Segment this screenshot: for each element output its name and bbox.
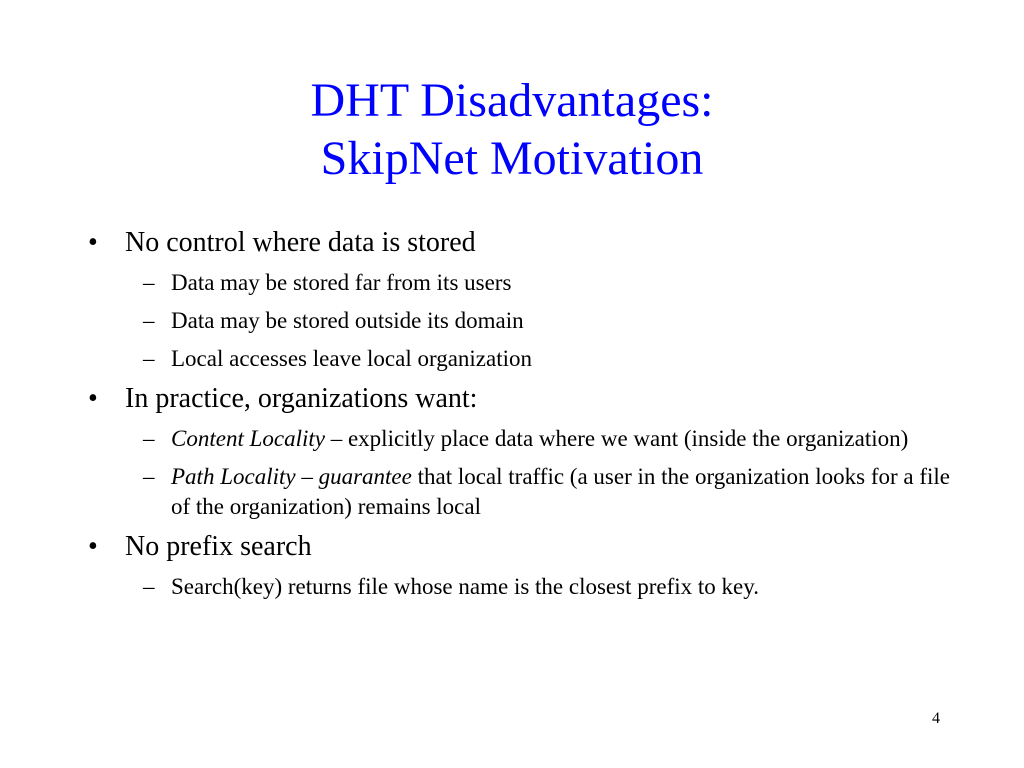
- sub-text: Data may be stored far from its users: [171, 270, 512, 295]
- sub-item: [88, 344, 968, 374]
- bullet-text: No control where data is stored: [125, 227, 476, 258]
- bullet-item: [88, 382, 968, 416]
- slide-content: [88, 226, 968, 610]
- sub-item: [88, 462, 968, 522]
- sub-emphasis: Content Locality: [171, 426, 325, 451]
- bullet-text: No prefix search: [125, 531, 312, 562]
- sub-item: [88, 572, 968, 602]
- sub-marker: –: [143, 426, 155, 451]
- sub-text: Search(key) returns file whose name is the closest prefix to key.: [171, 574, 760, 599]
- bullet-text: In practice, organizations want:: [125, 383, 478, 414]
- bullet-item: [88, 530, 968, 564]
- bullet-marker: •: [88, 383, 98, 414]
- slide-title: [0, 72, 1024, 188]
- bullet-item: [88, 226, 968, 260]
- bullet-marker: •: [88, 227, 98, 258]
- sub-marker: –: [143, 464, 155, 489]
- sub-item: [88, 268, 968, 298]
- sub-item: [88, 424, 968, 454]
- sub-marker: –: [143, 308, 155, 333]
- bullet-marker: •: [88, 531, 98, 562]
- sub-marker: –: [143, 346, 155, 371]
- title-line-1: DHT Disadvantages:: [310, 74, 714, 127]
- sub-list: [88, 268, 968, 374]
- sub-text: – explicitly place data where we want (inside the organization): [324, 426, 909, 451]
- sub-emphasis: guarantee: [318, 464, 412, 489]
- sub-text: Data may be stored outside its domain: [171, 308, 524, 333]
- sub-item: [88, 306, 968, 336]
- sub-list: [88, 424, 968, 522]
- title-line-2: SkipNet Motivation: [320, 132, 704, 185]
- sub-list: [88, 572, 968, 602]
- sub-separator: –: [295, 464, 319, 489]
- page-number: 4: [932, 710, 940, 727]
- sub-marker: –: [143, 574, 155, 599]
- sub-marker: –: [143, 270, 155, 295]
- sub-emphasis: Path Locality: [171, 464, 296, 489]
- sub-text: that local traffic (a user in the organization looks for a file of the organization) remains local: [171, 464, 951, 519]
- sub-text: Local accesses leave local organization: [171, 346, 533, 371]
